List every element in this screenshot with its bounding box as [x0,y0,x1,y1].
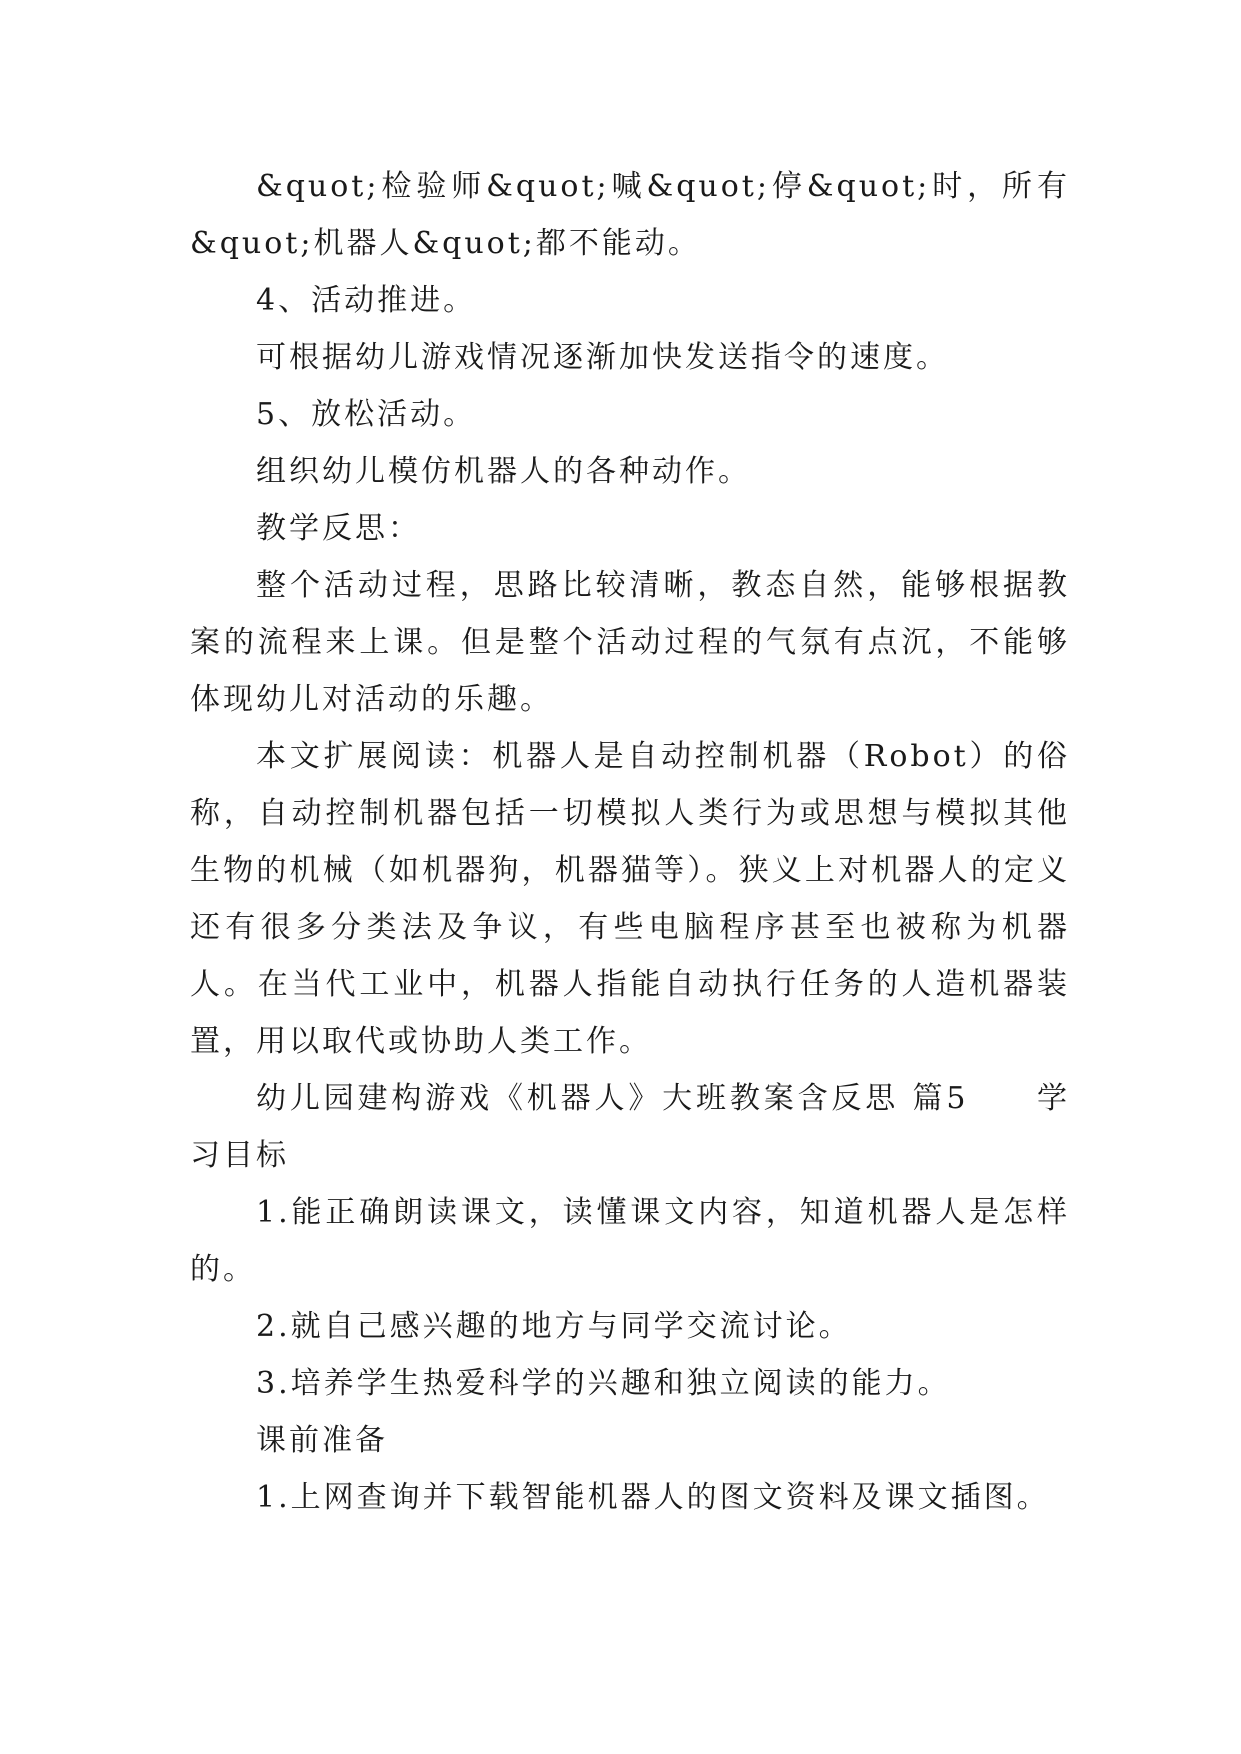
paragraph: &quot;检验师&quot;喊&quot;停&quot;时，所有&quot;机器人&quot;都不能动。 [190,169,1070,261]
list-item: 1.上网查询并下载智能机器人的图文资料及课文插图。 [256,1480,1050,1515]
paragraph: 本文扩展阅读：机器人是自动控制机器（Robot）的俗称，自动控制机器包括一切模拟人类行为或思想与模拟其他生物的机械（如机器狗，机器猫等）。狭义上对机器人的定义还有很多分类法及争议，有些电脑程序甚至也被称为机器人。在当代工业中，机器人指能自动执行任务的人造机器装置，用以取代或协助人类工作。 [190,739,1070,1059]
list-item: 3.培养学生热爱科学的兴趣和独立阅读的能力。 [256,1366,951,1401]
paragraph: 4、活动推进。 [256,283,477,318]
section-heading: 幼儿园建构游戏《机器人》大班教案含反思 篇5 学习目标 [190,1081,1070,1173]
section-heading: 课前准备 [256,1423,388,1458]
paragraph: 整个活动过程，思路比较清晰，教态自然，能够根据教案的流程来上课。但是整个活动过程的气氛有点沉，不能够体现幼儿对活动的乐趣。 [190,568,1070,717]
section-heading: 教学反思： [256,511,421,546]
list-item: 2.就自己感兴趣的地方与同学交流讨论。 [256,1309,852,1344]
paragraph: 5、放松活动。 [256,397,477,432]
list-item: 1.能正确朗读课文，读懂课文内容，知道机器人是怎样的。 [190,1195,1070,1287]
paragraph: 可根据幼儿游戏情况逐渐加快发送指令的速度。 [256,340,949,375]
paragraph: 组织幼儿模仿机器人的各种动作。 [256,454,751,489]
document-body [190,158,1070,1526]
